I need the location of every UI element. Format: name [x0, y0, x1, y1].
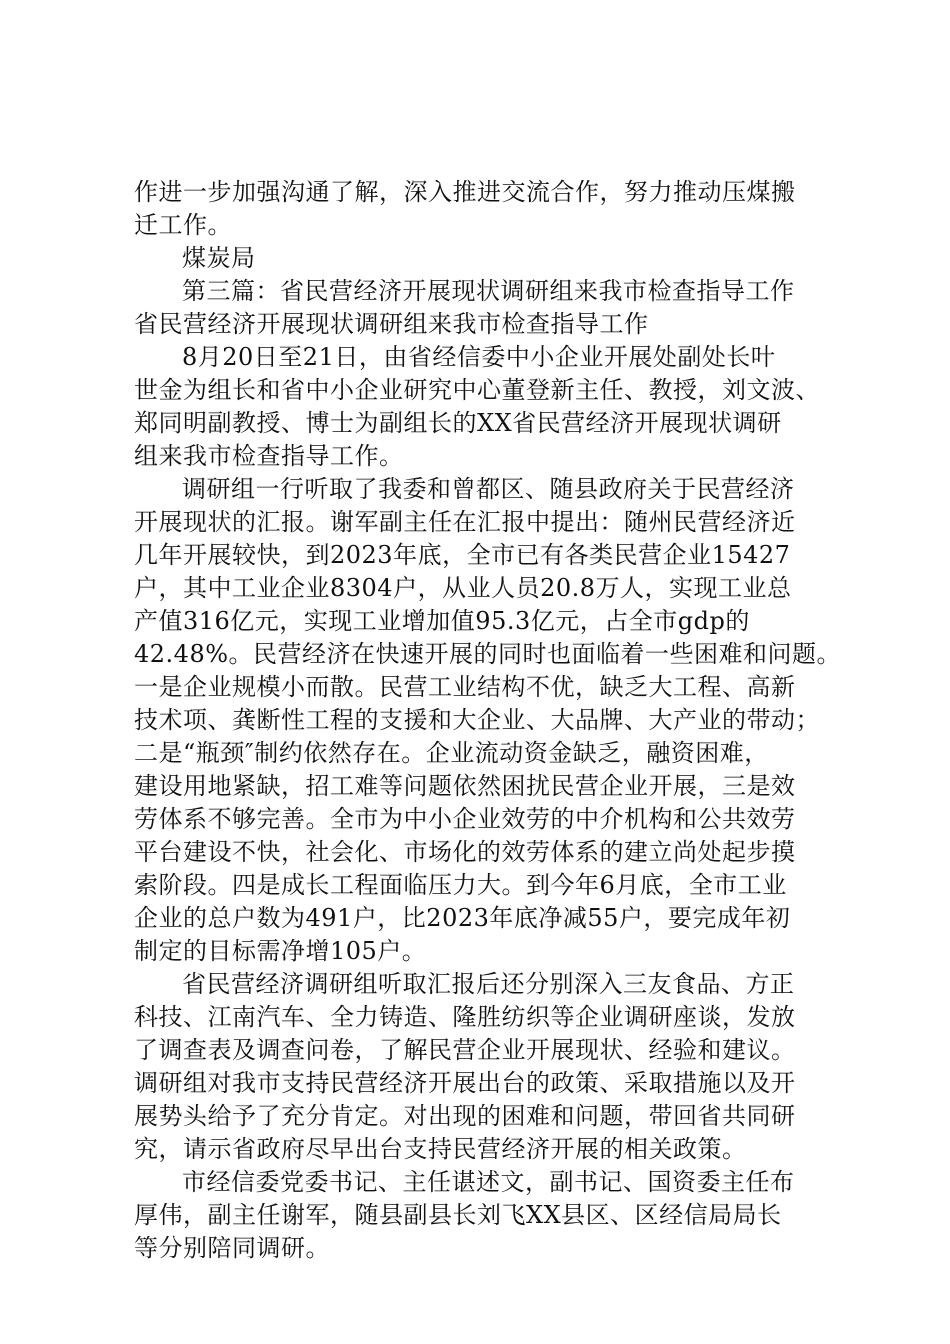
text-line: 二是“瓶颈″制约依然存在。企业流动资金缺乏，融资困难，: [134, 739, 769, 767]
signature-line: 煤炭局: [182, 244, 256, 272]
text-line: 平台建设不快，社会化、市场化的效劳体系的建立尚处起步摸: [134, 838, 796, 866]
text-line: 劳体系不够完善。全市为中小企业效劳的中介机构和公共效劳: [134, 805, 796, 833]
text-line: 42.48%。民营经济在快速开展的同时也面临着一些困难和问题。: [134, 640, 842, 668]
text-line: 了调查表及调查问卷，了解民营企业开展现状、经验和建议。: [134, 1036, 796, 1064]
text-line: 技术项、龚断性工程的支援和大企业、大品牌、大产业的带动；: [134, 706, 820, 734]
text-line: 几年开展较快，到2023年底，全市已有各类民营企业15427: [134, 541, 791, 569]
text-line: 组来我市检查指导工作。: [134, 442, 404, 470]
text-line: 调研组一行听取了我委和曾都区、随县政府关于民营经济: [182, 475, 795, 503]
text-line: 等分别陪同调研。: [134, 1234, 330, 1262]
text-line: 市经信委党委书记、主任谌述文，副书记、国资委主任布: [182, 1168, 795, 1196]
text-line: 迁工作。: [134, 211, 232, 239]
text-line: 厚伟，副主任谢军，随县副县长刘飞XX县区、区经信局局长: [134, 1201, 782, 1229]
text-line: 科技、江南汽车、全力铸造、隆胜纺织等企业调研座谈，发放: [134, 1003, 796, 1031]
text-line: 8月20日至21日，由省经信委中小企业开展处副处长叶: [182, 343, 776, 371]
text-line: 开展现状的汇报。谢军副主任在汇报中提出：随州民营经济近: [134, 508, 796, 536]
text-line: 产值316亿元，实现工业增加值95.3亿元，占全市gdp的: [134, 607, 750, 635]
text-line: 户，其中工业企业8304户，从业人员20.8万人，实现工业总: [134, 574, 792, 602]
text-line: 展势头给予了充分肯定。对出现的困难和问题，带回省共同研: [134, 1102, 796, 1130]
text-line: 究，请示省政府尽早出台支持民营经济开展的相关政策。: [134, 1135, 747, 1163]
text-line: 调研组对我市支持民营经济开展出台的政策、采取措施以及开: [134, 1069, 796, 1097]
text-line: 企业的总户数为491户，比2023年底净减55户，要完成年初: [134, 904, 791, 932]
text-line: 作进一步加强沟通了解，深入推进交流合作，努力推动压煤搬: [134, 178, 796, 206]
text-line: 郑同明副教授、博士为副组长的XX省民营经济开展现状调研: [134, 409, 782, 437]
text-line: 世金为组长和省中小企业研究中心董登新主任、教授，刘文波、: [134, 376, 820, 404]
text-line: 索阶段。四是成长工程面临压力大。到今年6月底，全市工业: [134, 871, 787, 899]
text-line: 建设用地紧缺，招工难等问题依然困扰民营企业开展，三是效: [134, 772, 796, 800]
text-line: 省民营经济调研组听取汇报后还分别深入三友食品、方正: [182, 970, 795, 998]
article-title: 省民营经济开展现状调研组来我市检查指导工作: [134, 310, 649, 338]
text-line: 一是企业规模小而散。民营工业结构不优，缺乏大工程、高新: [134, 673, 796, 701]
text-line: 制定的目标需净增105户。: [134, 937, 427, 965]
section-heading: 第三篇：省民营经济开展现状调研组来我市检查指导工作: [182, 277, 795, 305]
